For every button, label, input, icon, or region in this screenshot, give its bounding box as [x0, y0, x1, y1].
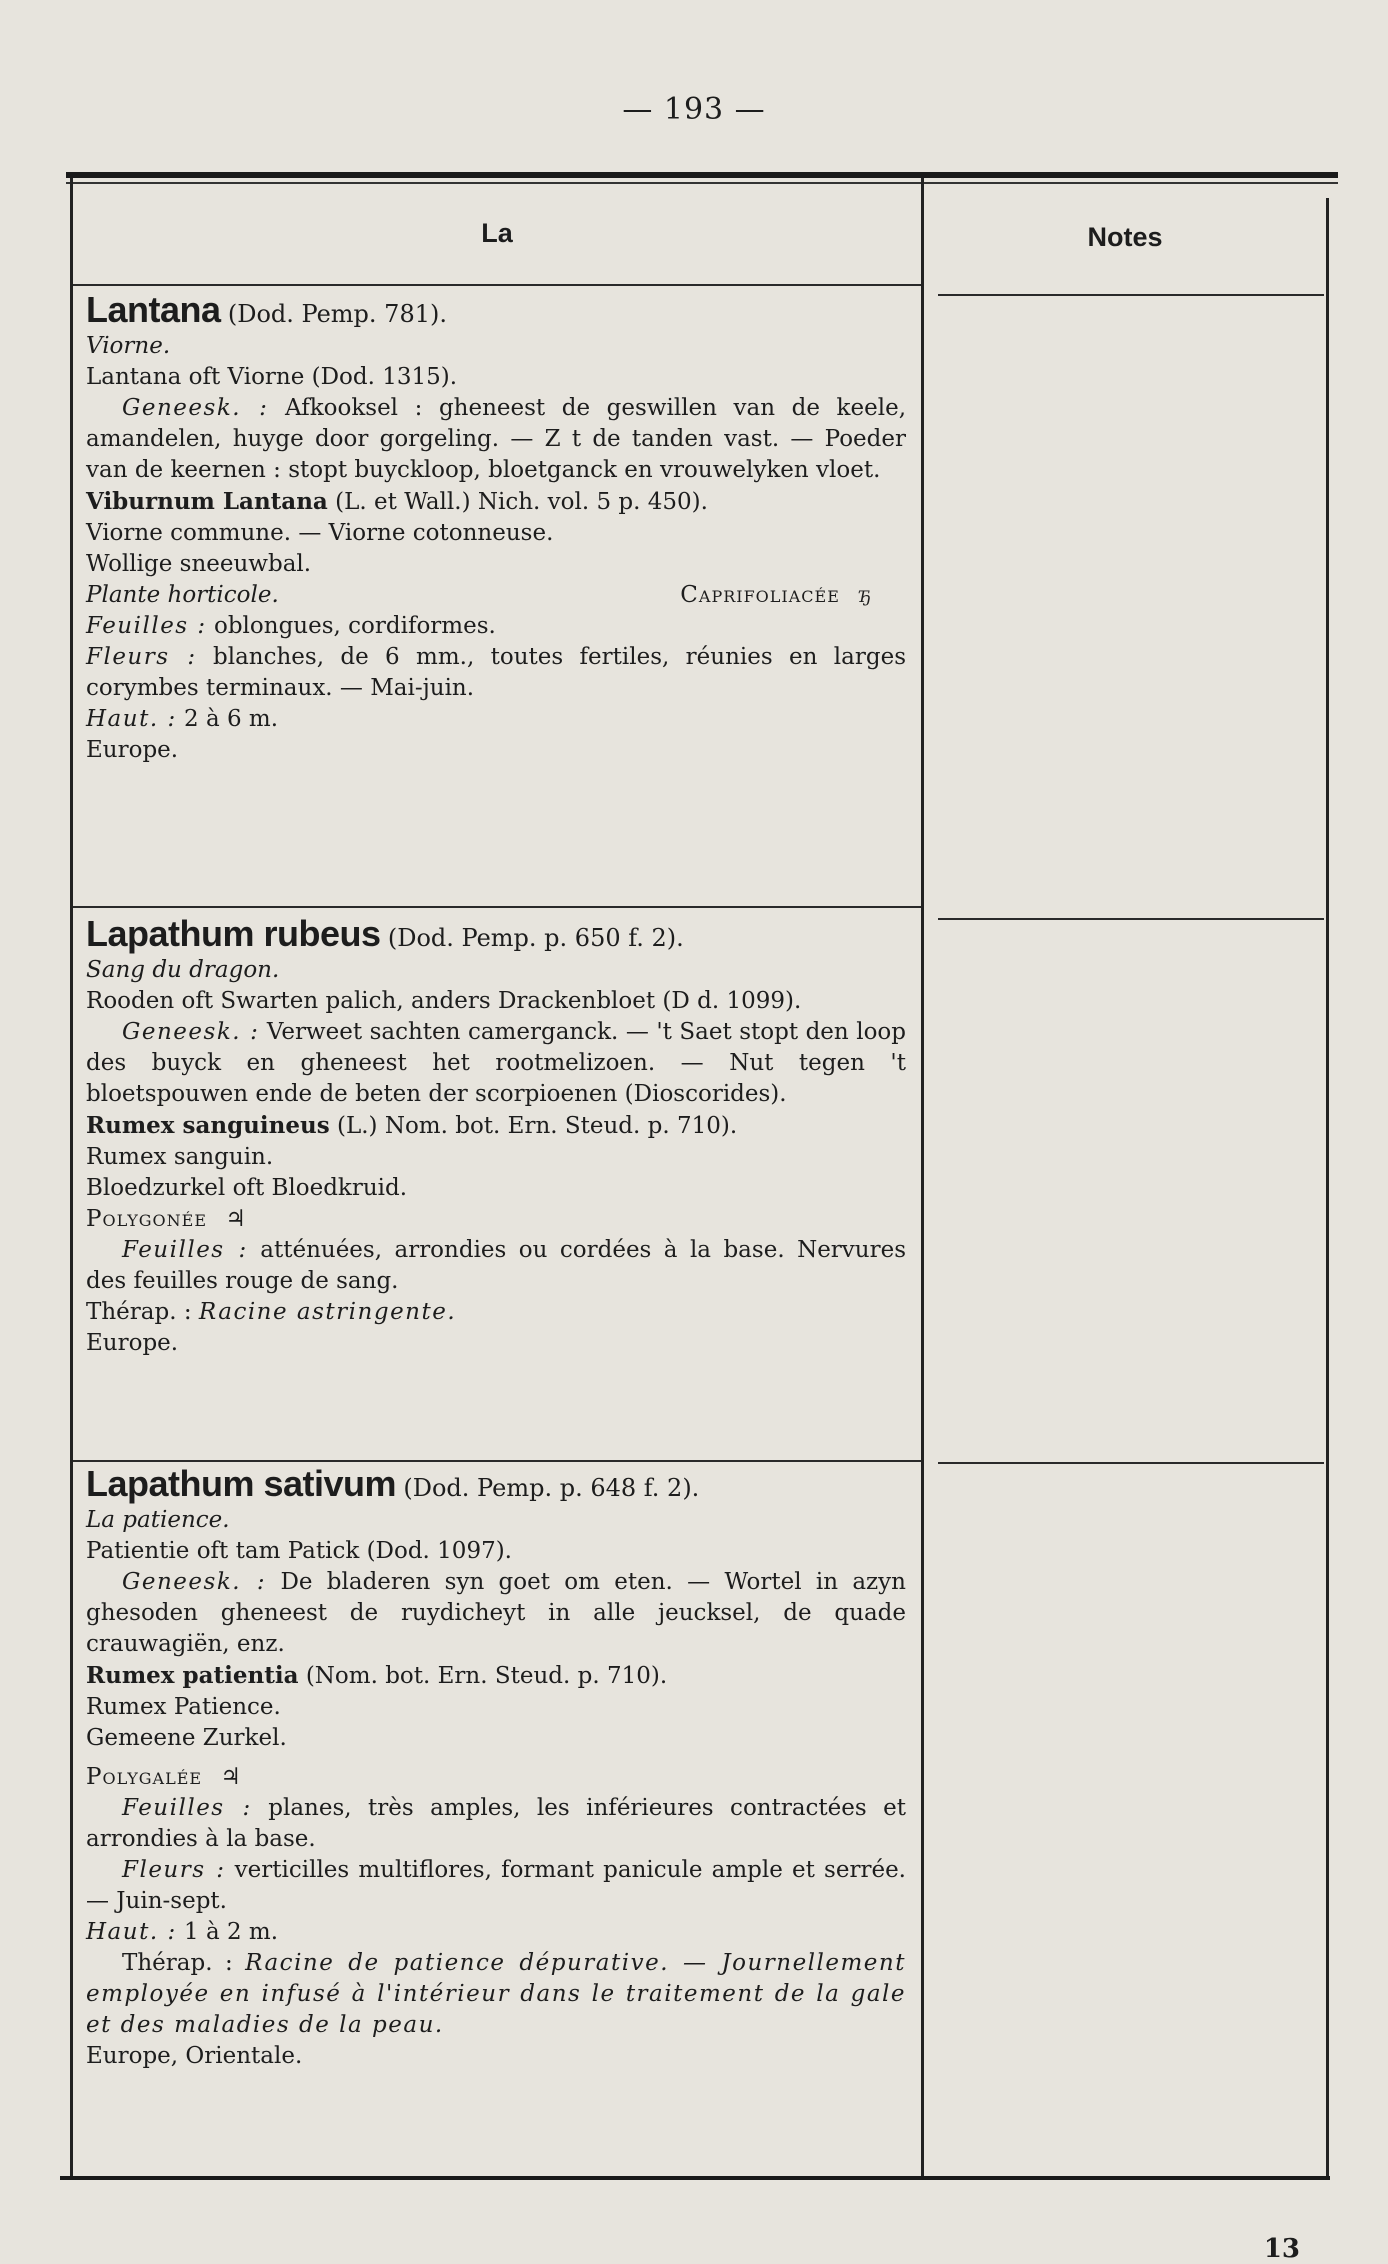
- common-french: Rumex Patience.: [86, 1694, 281, 1720]
- fleurs-label: Fleurs :: [86, 644, 197, 670]
- haut-line: [86, 1917, 906, 1948]
- entry-title: Lapathum sativum: [86, 1463, 397, 1504]
- plant-type: Plante horticole.: [86, 582, 279, 608]
- haut-text: 1 à 2 m.: [184, 1919, 279, 1945]
- geneesk-label: Geneesk. :: [122, 395, 269, 421]
- feuilles-label: Feuilles :: [86, 613, 207, 639]
- feuilles-text: atténuées, arrondies ou cordées à la base. Nervures des feuilles rouge de sang.: [86, 1237, 907, 1294]
- table-top-rule: [66, 172, 1338, 178]
- table-column-divider: [921, 178, 924, 2176]
- region: Europe.: [86, 1330, 179, 1356]
- latin-name: Viburnum Lantana: [86, 488, 328, 515]
- geneesk-text: De bladeren syn goet om eten. — Wortel in azyn ghesoden gheneest de ruydicheyt in alle jeucksel, de quade crauwagiën, enz.: [86, 1569, 906, 1657]
- common-french: Rumex sanguin.: [86, 1144, 274, 1170]
- plant-type-line: [86, 580, 906, 611]
- dutch-names: Rooden oft Swarten palich, anders Drackenbloet (D d. 1099).: [86, 988, 802, 1014]
- entry-divider-left-2: [73, 1460, 921, 1462]
- entry-reference: (Dod. Pemp. p. 648 f. 2).: [403, 1474, 700, 1502]
- haut-label: Haut. :: [86, 1919, 177, 1945]
- dutch-names: Patientie oft tam Patick (Dod. 1097).: [86, 1538, 512, 1564]
- column-header-notes: Notes: [1087, 222, 1163, 252]
- latin-line: [86, 1110, 906, 1142]
- entry-title: Lantana: [86, 289, 221, 330]
- latin-reference: (L.) Nom. bot. Ern. Steud. p. 710).: [336, 1113, 738, 1139]
- common-dutch: Bloedzurkel oft Bloedkruid.: [86, 1175, 408, 1201]
- entry-reference: (Dod. Pemp. p. 650 f. 2).: [387, 924, 684, 952]
- feuilles-text: planes, très amples, les inférieures contractées et arrondies à la base.: [86, 1795, 907, 1852]
- header-rule-left: [73, 284, 921, 286]
- geneesk-paragraph: [86, 393, 906, 486]
- fleurs-paragraph: [86, 1855, 906, 1917]
- latin-reference: (Nom. bot. Ern. Steud. p. 710).: [305, 1663, 668, 1689]
- entry-divider-right-1: [938, 918, 1324, 920]
- table-top-rule-thin: [66, 182, 1338, 184]
- family-name: Caprifoliacée: [680, 582, 840, 608]
- entry-lapathum-rubeus: [86, 913, 907, 1359]
- latin-name: Rumex sanguineus: [86, 1112, 330, 1139]
- entry-lantana: [86, 289, 906, 766]
- latin-name: Rumex patientia: [86, 1662, 299, 1689]
- family-line: [86, 1762, 906, 1793]
- entry-title: Lapathum rubeus: [86, 913, 381, 954]
- therap-label: Thérap. :: [122, 1950, 233, 1976]
- fleurs-text: blanches, de 6 mm., toutes fertiles, réunies en larges corymbes terminaux. — Mai-juin.: [86, 644, 906, 701]
- entry-lapathum-sativum: [86, 1463, 907, 2072]
- therap-paragraph: [86, 1948, 906, 2041]
- fleurs-label: Fleurs :: [122, 1857, 226, 1883]
- family-line: [680, 580, 872, 611]
- french-name: Viorne.: [86, 333, 171, 359]
- column-header-la: La: [481, 218, 513, 248]
- therap-text: Racine astringente.: [198, 1299, 457, 1325]
- sheet-number: 13: [1263, 2234, 1300, 2264]
- common-french: Viorne commune. — Viorne cotonneuse.: [86, 520, 554, 546]
- feuilles-line: [86, 611, 906, 642]
- dutch-names: Lantana oft Viorne (Dod. 1315).: [86, 364, 458, 390]
- entry-divider-left-1: [73, 906, 921, 908]
- common-dutch: Wollige sneeuwbal.: [86, 551, 312, 577]
- table-left-border: [70, 178, 73, 2176]
- latin-reference: (L. et Wall.) Nich. vol. 5 p. 450).: [335, 489, 708, 515]
- perennial-symbol-icon: ♃: [220, 1764, 243, 1790]
- region: Europe, Orientale.: [86, 2043, 303, 2069]
- haut-line: [86, 704, 906, 735]
- common-dutch: Gemeene Zurkel.: [86, 1725, 287, 1751]
- family-line: [86, 1204, 906, 1235]
- geneesk-text: Afkooksel : gheneest de geswillen van de keele, amandelen, huyge door gorgeling. — Z t de tanden vast. — Poeder van de keernen : stopt buyckloop, bloetganck en vrouwelyken vloet.: [86, 395, 906, 483]
- haut-text: 2 à 6 m.: [184, 706, 279, 732]
- table-bottom-rule: [60, 2176, 1330, 2180]
- therap-label: Thérap. :: [86, 1299, 192, 1325]
- feuilles-paragraph: [86, 1793, 906, 1855]
- geneesk-text: Verweet sachten camerganck. — 't Saet stopt den loop des buyck en gheneest het rootmelizoen. — Nut tegen 't bloetspouwen ende de beten der scorpioenen (Dioscorides).: [86, 1019, 906, 1107]
- page-number: — 193 —: [622, 92, 766, 127]
- entry-divider-right-2: [938, 1462, 1324, 1464]
- feuilles-text: oblongues, cordiformes.: [213, 613, 496, 639]
- table-right-border: [1326, 198, 1329, 2176]
- therap-line: [86, 1297, 906, 1328]
- perennial-symbol-icon: ђ: [858, 582, 872, 608]
- header-rule-right: [938, 294, 1324, 296]
- family-name: Polygonée: [86, 1206, 208, 1232]
- feuilles-label: Feuilles :: [122, 1237, 248, 1263]
- entry-reference: (Dod. Pemp. 781).: [227, 300, 447, 328]
- latin-line: [86, 486, 906, 518]
- perennial-symbol-icon: ♃: [225, 1206, 247, 1232]
- geneesk-label: Geneesk. :: [122, 1019, 260, 1045]
- family-name: Polygalée: [86, 1764, 203, 1790]
- geneesk-paragraph: [86, 1567, 906, 1660]
- feuilles-paragraph: [86, 1235, 906, 1297]
- therap-text: Racine de patience dépurative. — Journellement employée en infusé à l'intérieur dans le traitement de la gale et des maladies de la peau.: [86, 1950, 906, 2038]
- feuilles-label: Feuilles :: [122, 1795, 252, 1821]
- haut-label: Haut. :: [86, 706, 177, 732]
- geneesk-paragraph: [86, 1017, 906, 1110]
- french-name: Sang du dragon.: [86, 957, 280, 983]
- fleurs-paragraph: [86, 642, 906, 704]
- french-name: La patience.: [86, 1507, 230, 1533]
- latin-line: [86, 1660, 906, 1692]
- fleurs-text: verticilles multiflores, formant panicule ample et serrée. — Juin-sept.: [86, 1857, 906, 1914]
- region: Europe.: [86, 737, 179, 763]
- geneesk-label: Geneesk. :: [122, 1569, 267, 1595]
